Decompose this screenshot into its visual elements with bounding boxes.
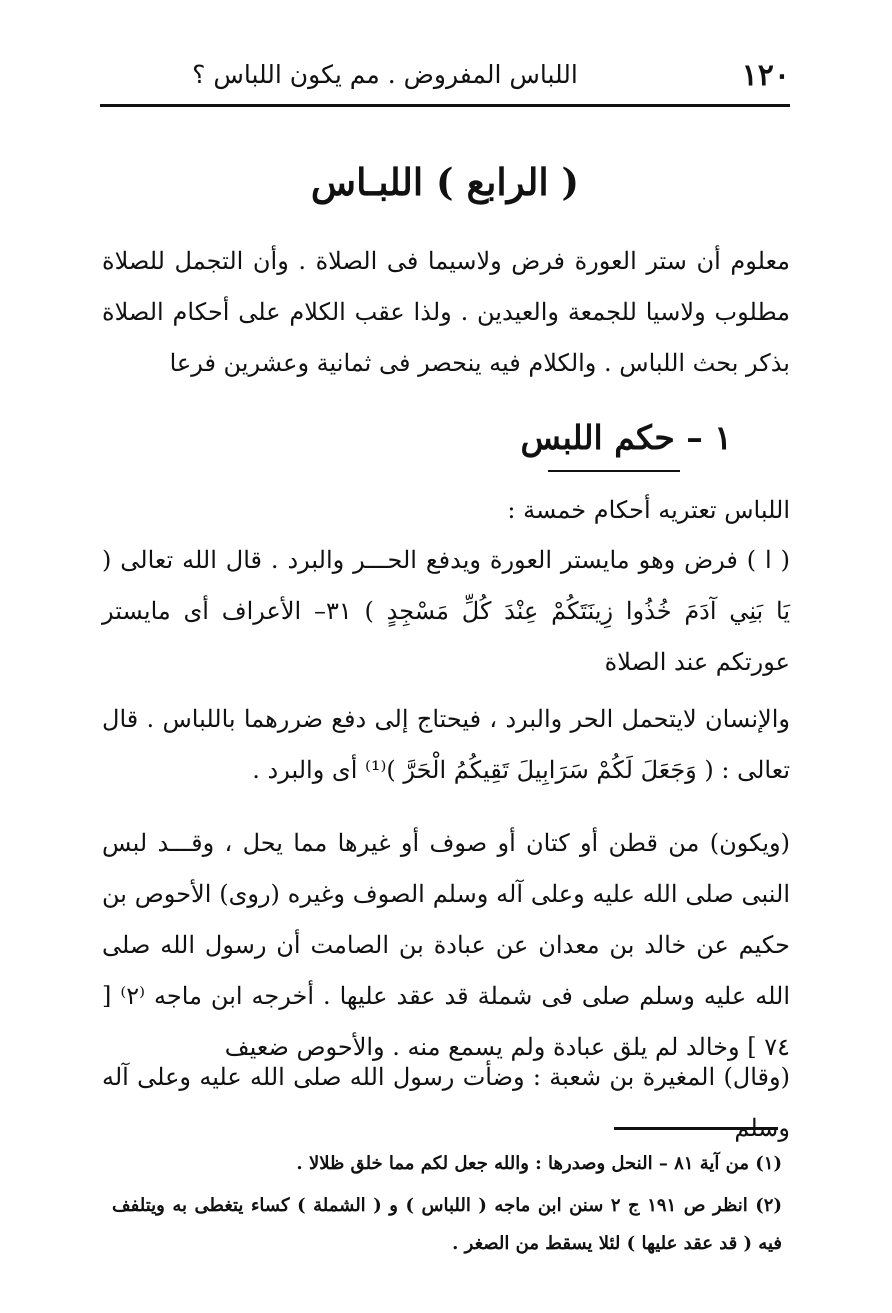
page-header <box>100 58 790 104</box>
footnote-divider <box>614 1127 778 1130</box>
running-title: اللباس المفروض . مم يكون اللباس ؟ <box>192 60 578 89</box>
paragraph-a: ( ا ) فرض وهو مايستر العورة ويدفع الحـــر والبرد . قال الله تعالى ( يَا بَنِي آدَمَ خُذُوا زِينَتَكُمْ عِنْدَ كُلِّ مَسْجِدٍ ) ٣١– الأعراف أى مايستر عورتكم عند الصلاة <box>102 546 790 676</box>
intro-paragraph: معلوم أن ستر العورة فرض ولاسيما فى الصلاة . وأن التجمل للصلاة مطلوب ولاسيا للجمعة والعيدين . ولذا عقب الكلام على أحكام الصلاة بذكر بحث اللباس . والكلام فيه ينحصر فى ثمانية وعشرين فرعا <box>102 247 790 377</box>
footnote-2: (٢) انظر ص ١٩١ ج ٢ سنن ابن ماجه ( اللباس ) و ( الشملة ) كساء يتغطى به ويتلفف فيه ( قد عقد عليها ) لئلا يسقط من الصغر . <box>112 1195 782 1254</box>
header-divider <box>100 104 790 107</box>
footnote-1: (١) من آية ٨١ – النحل وصدرها : والله جعل لكم مما خلق ظلالا . <box>296 1153 782 1174</box>
section-title: ( الرابع ) اللبـاس <box>310 160 580 204</box>
subheading: ١ – حكم اللبس <box>520 418 732 457</box>
paragraph-d: (وقال) المغيرة بن شعبة : وضأت رسول الله صلى الله عليه وعلى آله وسلم <box>102 1063 790 1142</box>
subheading-underline <box>548 470 680 472</box>
footnotes <box>112 1145 782 1267</box>
paragraph-lead: اللباس تعتريه أحكام خمسة : <box>507 496 790 524</box>
page-number: ١٢٠ <box>741 58 790 93</box>
paragraph-b: والإنسان لايتحمل الحر والبرد ، فيحتاج إلى دفع ضررهما باللباس . قال تعالى : ( وَجَعَلَ لَكُمْ سَرَابِيلَ تَقِيكُمُ الْحَرَّ )⁽¹⁾ أى والبرد . <box>102 705 790 784</box>
paragraph-c: (ويكون) من قطن أو كتان أو صوف أو غيرها مما يحل ، وقـــد لبس النبى صلى الله عليه وعلى آله وسلم الصوف وغيره (روى) الأحوص بن حكيم عن خالد بن معدان عن عبادة بن الصامت أن رسول الله صلى الله عليه وسلم صلى فى شملة قد عقد عليها . أخرجه ابن ماجه ⁽٢⁾ [ ٧٤ ] وخالد لم يلق عبادة ولم يسمع منه . والأحوص ضعيف <box>102 829 790 1061</box>
